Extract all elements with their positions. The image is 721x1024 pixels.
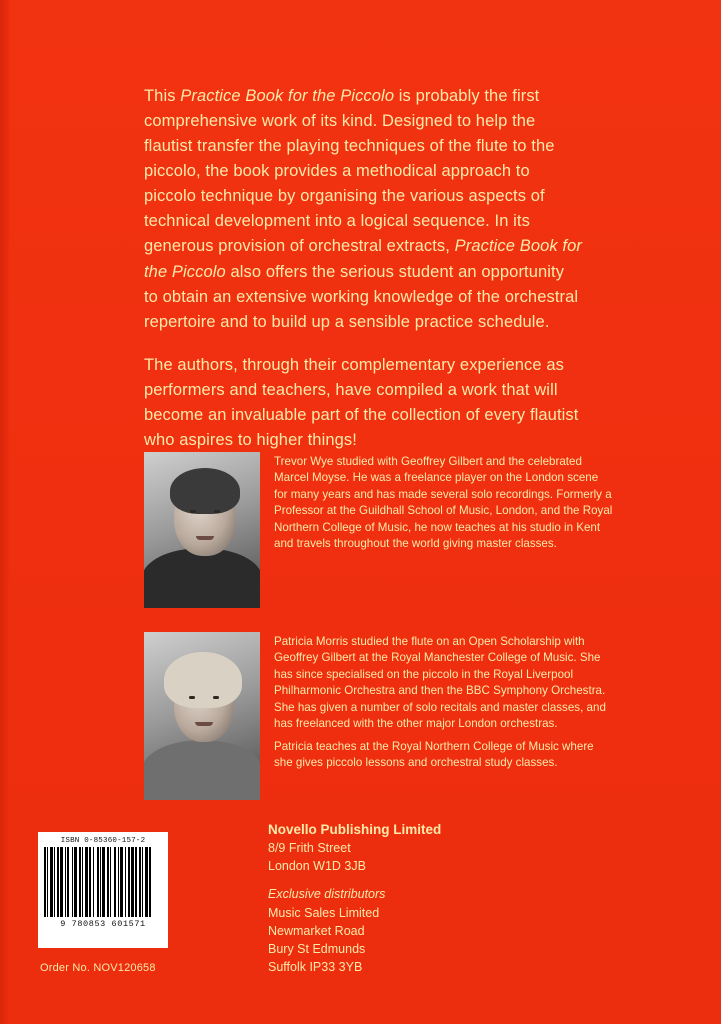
order-number: Order No. NOV120658 bbox=[40, 962, 156, 974]
trevor-wye-bio-paragraph: Trevor Wye studied with Geoffrey Gilbert and the celebrated Marcel Moyse. He was a freelance player on the London scene for many years and has made several solo recordings. Formerly a Professor at the Guildhall School of Music, London, and the Royal Northern College of Music, he now teaches at his studio in Kent and travels throughout the world giving master classes. bbox=[274, 455, 613, 551]
trevor-wye-bio-text bbox=[274, 452, 614, 608]
distributor-line-2: Newmarket Road bbox=[268, 923, 365, 938]
portrait-eye-right bbox=[214, 510, 220, 513]
publisher-address-line-1: 8/9 Frith Street bbox=[268, 841, 351, 856]
spine-edge bbox=[0, 0, 10, 1024]
patricia-morris-bio-text bbox=[274, 632, 614, 800]
trevor-wye-portrait bbox=[144, 452, 260, 608]
blurb-paragraph-1 bbox=[144, 84, 582, 335]
distributor-line-1: Music Sales Limited bbox=[268, 905, 380, 920]
isbn-text-top: ISBN 0-85360-157-2 bbox=[60, 837, 146, 845]
author-bio-trevor-wye bbox=[144, 452, 614, 608]
isbn-digits: 9 780853 601571 bbox=[60, 919, 146, 929]
blurb-text bbox=[144, 84, 582, 453]
blurb-p1-part1: This bbox=[144, 87, 181, 105]
portrait-eye-right bbox=[213, 696, 219, 699]
blurb-title-italic-2: Practice Book for the Piccolo bbox=[144, 237, 582, 281]
publisher-name: Novello Publishing Limited bbox=[268, 821, 442, 837]
barcode bbox=[38, 832, 168, 948]
patricia-morris-portrait bbox=[144, 632, 260, 800]
portrait-eye-left bbox=[190, 510, 196, 513]
publisher-block bbox=[268, 820, 441, 976]
patricia-morris-bio-paragraph-2: Patricia teaches at the Royal Northern College of Music where she gives piccolo lessons and orchestral study classes. bbox=[274, 739, 594, 770]
author-bio-patricia-morris bbox=[144, 632, 614, 800]
blurb-p1-part2: is probably the first comprehensive work of its kind. Designed to help the flautist transfer the playing techniques of the flute to the piccolo, the book provides a methodical approach to piccolo technique by organising the various aspects of technical development into a logical sequence. In its generous provision of orchestral extracts, bbox=[144, 87, 555, 256]
blurb-p1-part3: also offers the serious student an opportunity to obtain an extensive working knowledge of the orchestral repertoire and to build up a sensible practice schedule. bbox=[144, 262, 579, 331]
portrait-eye-left bbox=[189, 696, 195, 699]
portrait-mouth bbox=[196, 536, 214, 540]
publisher-address-line-2: London W1D 3JB bbox=[268, 859, 366, 874]
exclusive-distributors-label: Exclusive distributors bbox=[268, 887, 386, 902]
barcode-bars bbox=[44, 847, 162, 917]
portrait-body-shape bbox=[144, 740, 260, 800]
portrait-hair-shape bbox=[164, 652, 242, 708]
distributor-line-4: Suffolk IP33 3YB bbox=[268, 959, 363, 974]
portrait-body-shape bbox=[144, 548, 260, 608]
distributor-line-3: Bury St Edmunds bbox=[268, 941, 366, 956]
blurb-paragraph-2: The authors, through their complementary experience as performers and teachers, have compiled a work that will become an invaluable part of the collection of every flautist who aspires to higher things! bbox=[144, 355, 579, 450]
portrait-mouth bbox=[195, 722, 213, 726]
patricia-morris-bio-paragraph-1: Patricia Morris studied the flute on an Open Scholarship with Geoffrey Gilbert at the Royal Manchester College of Music. She has since specialised on the piccolo in the Royal Liverpool Philharmonic Orchestra and then the BBC Symphony Orchestra. She has given a number of solo recitals and master classes, and has freelanced with the other major London orchestras. bbox=[274, 635, 606, 731]
blurb-title-italic-1: Practice Book for the Piccolo bbox=[180, 87, 395, 105]
portrait-hair-shape bbox=[170, 468, 240, 514]
